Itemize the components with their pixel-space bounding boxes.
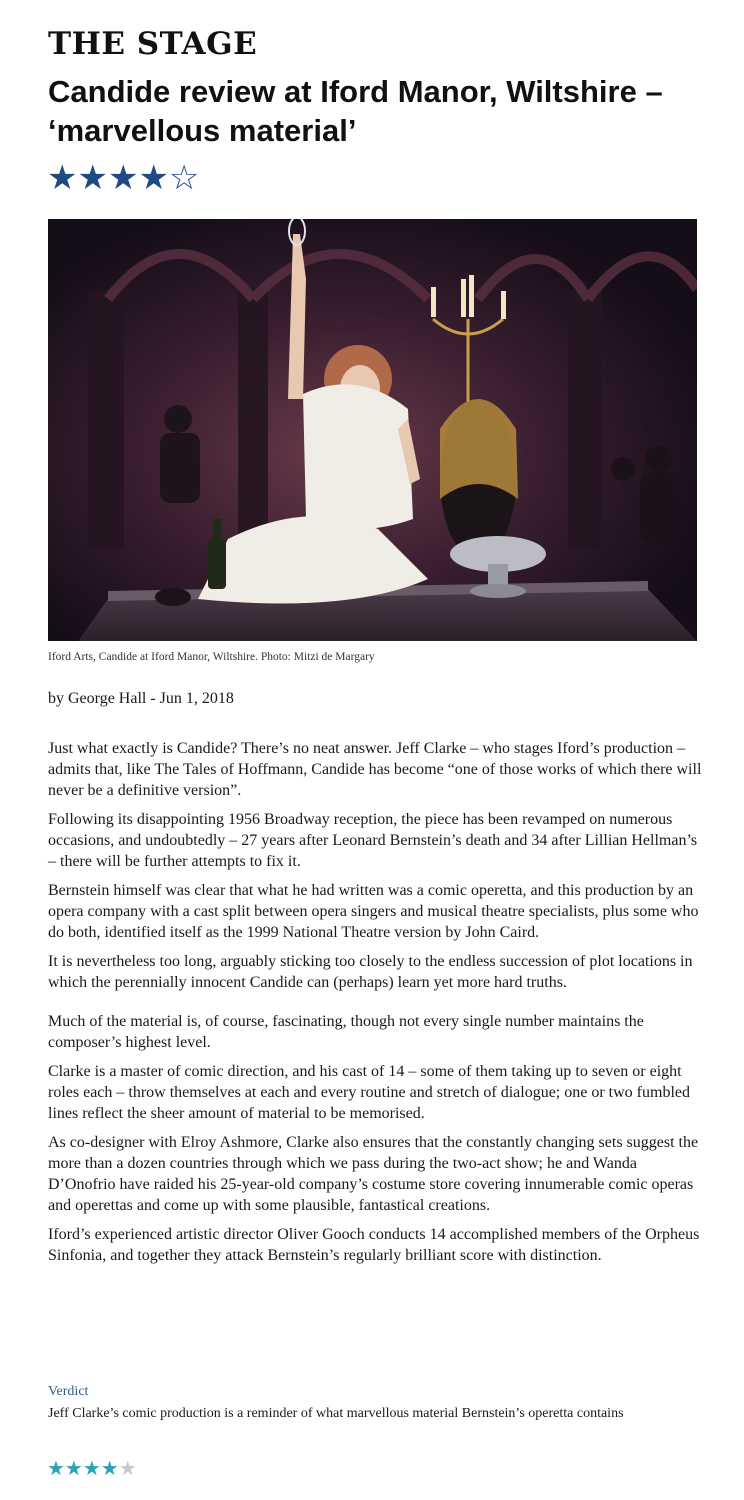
photo-caption: Iford Arts, Candide at Iford Manor, Wiltshire. Photo: Mitzi de Margary (48, 651, 375, 663)
star-rating-empty: ☆ (168, 158, 200, 198)
article-paragraph: As co-designer with Elroy Ashmore, Clarke also ensures that the constantly changing sets suggest the more than a dozen countries through which we pass during the two-act show; he and Wanda D’Onofrio have raided his 25-year-old company’s costume store covering innumerable comic operas and operettas and come up with some plausible, fantastical creations. (48, 1134, 699, 1214)
article-paragraph: Following its disappointing 1956 Broadway reception, the piece has been revamped on numerous occasions, and undoubtedly – 27 years after Leonard Bernstein’s death and 34 after Lillian Hellman’s – there will be further attempts to fix it. (48, 811, 698, 870)
verdict-stars-filled: ★★★★ (47, 1456, 119, 1480)
article-paragraph: Just what exactly is Candide? There’s no neat answer. Jeff Clarke – who stages Iford’s production – admits that, like The Tales of Hoffmann, Candide has become “one of those works of which there will never be a definitive version”. (48, 740, 702, 799)
byline: by George Hall - Jun 1, 2018 (48, 690, 234, 707)
article-paragraph: It is nevertheless too long, arguably sticking too closely to the endless succession of plot locations in which the perennially innocent Candide can (perhaps) learn yet more hard truths. (48, 953, 693, 991)
stage-photo (48, 219, 697, 641)
review-headline: Candide review at Iford Manor, Wiltshire – ‘marvellous material’ (48, 74, 663, 148)
verdict-text: Jeff Clarke’s comic production is a reminder of what marvellous material Bernstein’s operetta contains (48, 1406, 624, 1421)
star-rating-filled: ★★★★ (47, 158, 169, 198)
article-body (48, 738, 708, 1274)
verdict-star-rating (47, 1456, 137, 1480)
verdict-stars-empty: ★ (118, 1456, 137, 1480)
verdict-label: Verdict (48, 1384, 89, 1399)
article-paragraph: Much of the material is, of course, fascinating, though not every single number maintains the composer’s highest level. (48, 1013, 644, 1051)
publication-masthead: THE STAGE (48, 26, 258, 62)
article-paragraph: Clarke is a master of comic direction, and his cast of 14 – some of them taking up to seven or eight roles each – throw themselves at each and every routine and stretch of dialogue; one or two fumbled lines reflect the sheer amount of material to be memorised. (48, 1063, 690, 1122)
article-paragraph: Iford’s experienced artistic director Oliver Gooch conducts 14 accomplished members of the Orpheus Sinfonia, and together they attack Bernstein’s regularly brilliant score with distinction. (48, 1226, 700, 1264)
star-rating (47, 158, 199, 198)
article-paragraph: Bernstein himself was clear that what he had written was a comic operetta, and this production by an opera company with a cast split between opera singers and musical theatre specialists, plus some who do both, identified itself as the 1999 National Theatre version by John Caird. (48, 882, 699, 941)
